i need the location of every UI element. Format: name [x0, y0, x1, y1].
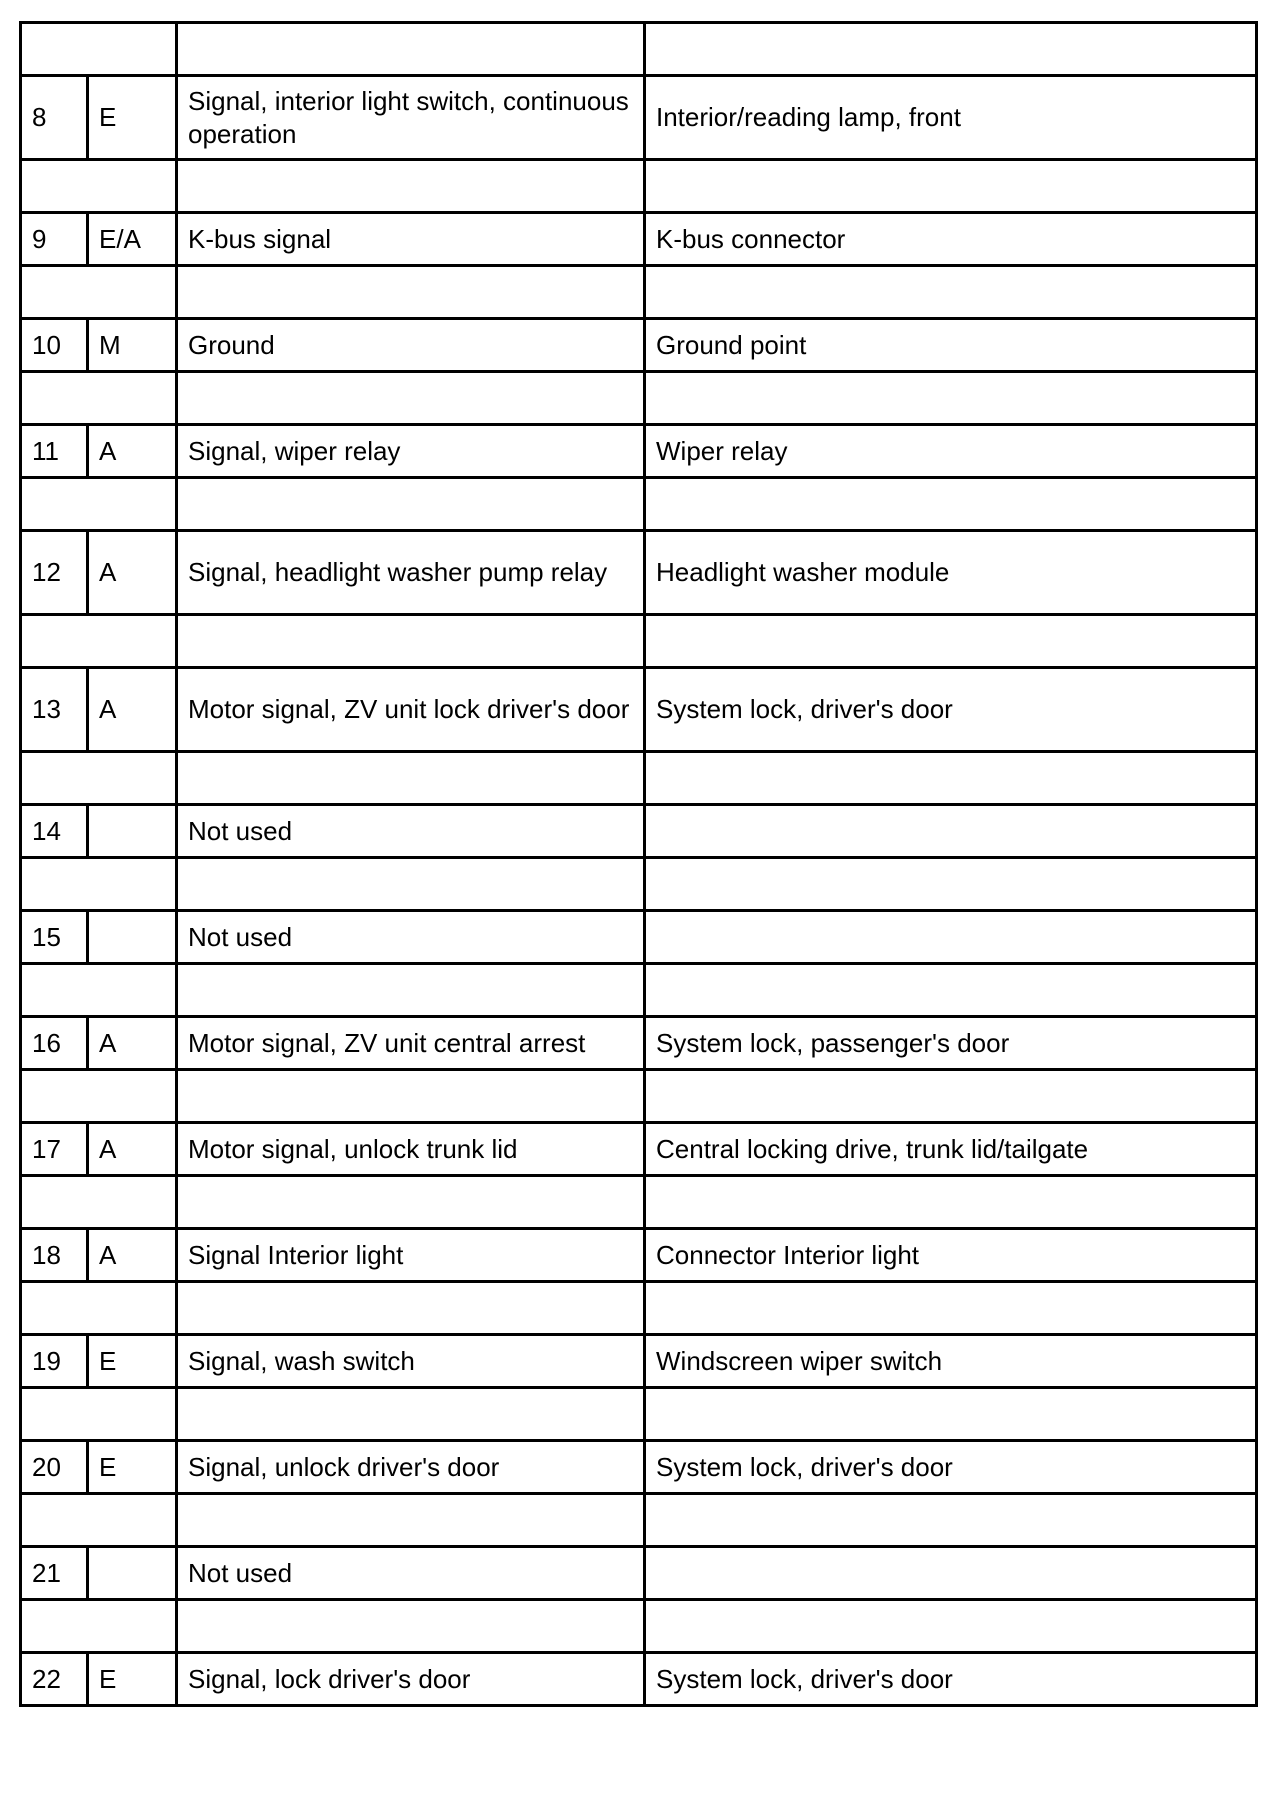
connection-cell: Central locking drive, trunk lid/tailgate: [645, 1123, 1257, 1176]
spacer-row: [21, 964, 1257, 1017]
signal-description-cell: Motor signal, unlock trunk lid: [177, 1123, 645, 1176]
signal-description-cell: Signal Interior light: [177, 1229, 645, 1282]
spacer-cell: [177, 858, 645, 911]
spacer-cell: [21, 1282, 177, 1335]
spacer-row: [21, 160, 1257, 213]
pin-row: [21, 531, 1257, 615]
pin-row: [21, 911, 1257, 964]
connection-cell: System lock, driver's door: [645, 1441, 1257, 1494]
signal-description-cell: Signal, lock driver's door: [177, 1653, 645, 1706]
spacer-row: [21, 1176, 1257, 1229]
connection-cell: [645, 911, 1257, 964]
signal-type-cell: A: [88, 425, 177, 478]
signal-type-cell: A: [88, 668, 177, 752]
signal-description-cell: Signal, wash switch: [177, 1335, 645, 1388]
pin-number-cell: 13: [21, 668, 88, 752]
pin-number-cell: 15: [21, 911, 88, 964]
pin-row: [21, 1017, 1257, 1070]
signal-type-cell: E/A: [88, 213, 177, 266]
spacer-cell: [645, 23, 1257, 76]
pin-assignment-table: [19, 21, 1258, 1707]
signal-description-cell: Signal, unlock driver's door: [177, 1441, 645, 1494]
spacer-cell: [177, 23, 645, 76]
spacer-cell: [645, 1600, 1257, 1653]
signal-description-cell: Not used: [177, 911, 645, 964]
spacer-cell: [177, 615, 645, 668]
connection-cell: [645, 805, 1257, 858]
spacer-cell: [645, 1388, 1257, 1441]
spacer-row: [21, 1282, 1257, 1335]
spacer-cell: [645, 1282, 1257, 1335]
signal-description-cell: Motor signal, ZV unit central arrest: [177, 1017, 645, 1070]
connection-cell: Wiper relay: [645, 425, 1257, 478]
spacer-cell: [21, 160, 177, 213]
spacer-cell: [21, 752, 177, 805]
pin-number-cell: 8: [21, 76, 88, 160]
signal-type-cell: [88, 1547, 177, 1600]
connection-cell: System lock, driver's door: [645, 1653, 1257, 1706]
spacer-row: [21, 372, 1257, 425]
pin-number-cell: 17: [21, 1123, 88, 1176]
spacer-cell: [645, 1494, 1257, 1547]
spacer-cell: [21, 478, 177, 531]
signal-description-cell: Signal, wiper relay: [177, 425, 645, 478]
connection-cell: [645, 1547, 1257, 1600]
pin-number-cell: 21: [21, 1547, 88, 1600]
pin-row: [21, 1547, 1257, 1600]
connection-cell: Windscreen wiper switch: [645, 1335, 1257, 1388]
signal-type-cell: [88, 911, 177, 964]
signal-type-cell: A: [88, 531, 177, 615]
pin-row: [21, 805, 1257, 858]
pin-number-cell: 19: [21, 1335, 88, 1388]
pin-number-cell: 18: [21, 1229, 88, 1282]
spacer-cell: [177, 372, 645, 425]
spacer-cell: [21, 615, 177, 668]
connection-cell: System lock, passenger's door: [645, 1017, 1257, 1070]
spacer-cell: [645, 615, 1257, 668]
pin-row: [21, 76, 1257, 160]
signal-description-cell: Ground: [177, 319, 645, 372]
pin-number-cell: 12: [21, 531, 88, 615]
spacer-cell: [177, 160, 645, 213]
signal-type-cell: [88, 805, 177, 858]
pin-number-cell: 9: [21, 213, 88, 266]
spacer-cell: [177, 752, 645, 805]
signal-type-cell: E: [88, 1335, 177, 1388]
connection-cell: Ground point: [645, 319, 1257, 372]
spacer-row: [21, 266, 1257, 319]
spacer-cell: [177, 1282, 645, 1335]
spacer-row: [21, 1600, 1257, 1653]
spacer-cell: [21, 964, 177, 1017]
signal-type-cell: E: [88, 1653, 177, 1706]
spacer-cell: [645, 160, 1257, 213]
signal-type-cell: A: [88, 1123, 177, 1176]
spacer-cell: [645, 1176, 1257, 1229]
spacer-row: [21, 615, 1257, 668]
spacer-cell: [21, 1388, 177, 1441]
spacer-cell: [177, 1070, 645, 1123]
spacer-cell: [645, 858, 1257, 911]
connection-cell: Interior/reading lamp, front: [645, 76, 1257, 160]
spacer-cell: [21, 1600, 177, 1653]
spacer-row: [21, 1494, 1257, 1547]
spacer-cell: [177, 1494, 645, 1547]
signal-type-cell: M: [88, 319, 177, 372]
spacer-cell: [645, 266, 1257, 319]
pin-number-cell: 11: [21, 425, 88, 478]
pin-row: [21, 1441, 1257, 1494]
spacer-cell: [177, 1176, 645, 1229]
spacer-cell: [21, 1176, 177, 1229]
spacer-row: [21, 1070, 1257, 1123]
spacer-cell: [21, 372, 177, 425]
pin-row: [21, 1335, 1257, 1388]
pin-row: [21, 425, 1257, 478]
signal-description-cell: Motor signal, ZV unit lock driver's door: [177, 668, 645, 752]
signal-type-cell: A: [88, 1017, 177, 1070]
pin-row: [21, 1229, 1257, 1282]
connection-cell: Headlight washer module: [645, 531, 1257, 615]
pin-row: [21, 1123, 1257, 1176]
spacer-row: [21, 1388, 1257, 1441]
spacer-cell: [645, 752, 1257, 805]
spacer-row: [21, 478, 1257, 531]
spacer-cell: [21, 1494, 177, 1547]
spacer-cell: [645, 372, 1257, 425]
spacer-cell: [21, 23, 177, 76]
spacer-cell: [177, 1388, 645, 1441]
signal-description-cell: K-bus signal: [177, 213, 645, 266]
spacer-cell: [21, 266, 177, 319]
pin-row: [21, 1653, 1257, 1706]
pin-row: [21, 213, 1257, 266]
spacer-row: [21, 858, 1257, 911]
signal-type-cell: E: [88, 1441, 177, 1494]
spacer-cell: [645, 1070, 1257, 1123]
spacer-cell: [177, 1600, 645, 1653]
pin-number-cell: 20: [21, 1441, 88, 1494]
pin-table-body: [21, 23, 1257, 1706]
spacer-cell: [645, 964, 1257, 1017]
signal-description-cell: Not used: [177, 805, 645, 858]
signal-type-cell: A: [88, 1229, 177, 1282]
pin-number-cell: 10: [21, 319, 88, 372]
connection-cell: Connector Interior light: [645, 1229, 1257, 1282]
spacer-cell: [177, 478, 645, 531]
pin-row: [21, 319, 1257, 372]
signal-description-cell: Not used: [177, 1547, 645, 1600]
spacer-cell: [177, 964, 645, 1017]
pin-row: [21, 668, 1257, 752]
spacer-cell: [645, 478, 1257, 531]
connection-cell: System lock, driver's door: [645, 668, 1257, 752]
spacer-cell: [21, 1070, 177, 1123]
pin-number-cell: 22: [21, 1653, 88, 1706]
spacer-row: [21, 23, 1257, 76]
pin-number-cell: 16: [21, 1017, 88, 1070]
spacer-cell: [21, 858, 177, 911]
spacer-row: [21, 752, 1257, 805]
pin-number-cell: 14: [21, 805, 88, 858]
signal-description-cell: Signal, interior light switch, continuous operation: [177, 76, 645, 160]
connection-cell: K-bus connector: [645, 213, 1257, 266]
signal-description-cell: Signal, headlight washer pump relay: [177, 531, 645, 615]
spacer-cell: [177, 266, 645, 319]
signal-type-cell: E: [88, 76, 177, 160]
